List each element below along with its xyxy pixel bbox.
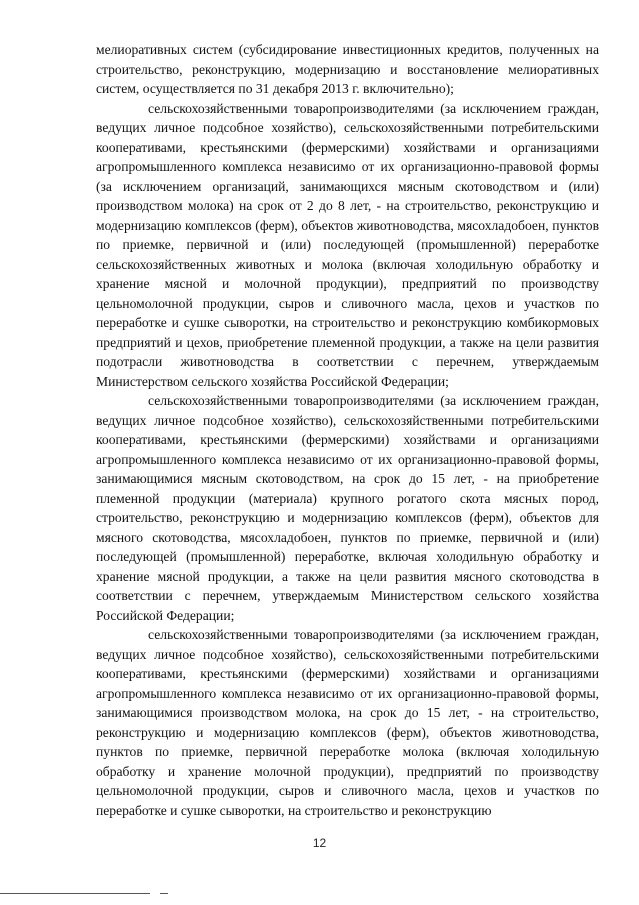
footer-rule-dash [160, 893, 168, 894]
paragraph-2: сельскохозяйственными товаропроизводителями (за исключением граждан, ведущих личное подсобное хозяйство), сельскохозяйственными потребительскими кооперативами, крестьянскими (фермерскими) хозяйствами и организациями агропромышленного комплекса независимо от их организационно-правовой формы (за исключением организаций, занимающихся мясным скотоводством и (или) производством молока) на срок от 2 до 8 лет, - на строительство, реконструкцию и модернизацию комплексов (ферм), объектов животноводства, мясохладобоен, пунктов по приемке, первичной и (или) последующей (промышленной) переработке сельскохозяйственных животных и молока (включая холодильную обработку и хранение мясной и молочной продукции), предприятий по производству цельномолочной продукции, сыров и сливочного масла, цехов и участков по переработке и сушке сыворотки, на строительство и реконструкцию комбикормовых предприятий и цехов, приобретение племенной продукции, а также на цели развития подотрасли животноводства в соответствии с перечнем, утверждаемым Министерством сельского хозяйства Российской Федерации; [96, 100, 599, 389]
footer-rule [0, 893, 150, 894]
paragraph-3: сельскохозяйственными товаропроизводителями (за исключением граждан, ведущих личное подсобное хозяйство), сельскохозяйственными потребительскими кооперативами, крестьянскими (фермерскими) хозяйствами и организациями агропромышленного комплекса независимо от их организационно-правовой формы, занимающимися мясным скотоводством, на срок до 15 лет, - на приобретение племенной продукции (материала) крупного рогатого скота мясных пород, строительство, реконструкцию и модернизацию комплексов (ферм), объектов для мясного скотоводства, мясохладобоен, пунктов по приемке, первичной и (или) последующей (промышленной) переработке, включая холодильную обработку и хранение мясной продукции, а также на цели развития мясного скотоводства в соответствии с перечнем, утверждаемым Министерством сельского хозяйства Российской Федерации; [96, 393, 599, 623]
document-body [96, 40, 599, 820]
paragraph-1: мелиоративных систем (субсидирование инвестиционных кредитов, полученных на строительство, реконструкцию, модернизацию и восстановление мелиоративных систем, осуществляется по 31 декабря 2013 г. включительно); [96, 42, 599, 96]
paragraph-4: сельскохозяйственными товаропроизводителями (за исключением граждан, ведущих личное подсобное хозяйство), сельскохозяйственными потребительскими кооперативами, крестьянскими (фермерскими) хозяйствами и организациями агропромышленного комплекса независимо от их организационно-правовой формы, занимающимися производством молока, на срок до 15 лет, - на строительство, реконструкцию и модернизацию комплексов (ферм), объектов животноводства, пунктов по приемке, первичной переработке молока (включая холодильную обработку и хранение молочной продукции), предприятий по производству цельномолочной продукции, сыров и сливочного масла, цехов и участков по переработке и сушке сыворотки, на строительство и реконструкцию [96, 627, 599, 818]
page-number: 12 [312, 836, 327, 850]
